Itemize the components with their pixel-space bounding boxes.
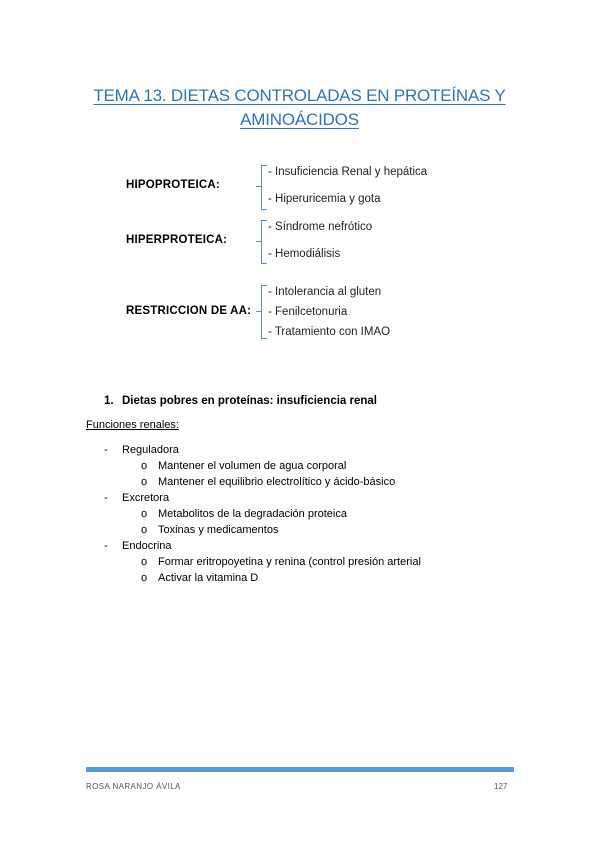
page-number: 127 — [494, 782, 508, 791]
list-item: - Reguladora — [104, 444, 179, 456]
section-number: 1. — [104, 395, 114, 407]
category-label-restriccion-aa: RESTRICCION DE AA: — [126, 305, 252, 317]
section-heading — [104, 395, 377, 407]
list-subitem: o Activar la vitamina D — [141, 572, 259, 584]
brace-hipoproteica — [261, 165, 268, 210]
list-item: - Endocrina — [104, 540, 172, 552]
brace-restriccion-aa — [261, 285, 268, 339]
funciones-heading: Funciones renales: — [86, 419, 179, 431]
diagram-item: - Hemodiálisis — [268, 248, 341, 260]
footer-author: ROSA NARANJO ÁVILA — [86, 782, 181, 791]
diagram-item: - Hiperuricemia y gota — [268, 193, 381, 205]
list-subitem: o Formar eritropoyetina y renina (control presión arterial — [141, 556, 421, 568]
footer-divider — [86, 767, 514, 772]
list-subitem: o Mantener el equilibrio electrolítico y ácido-básico — [141, 476, 396, 488]
list-subitem: o Toxinas y medicamentos — [141, 524, 279, 536]
section-title: Dietas pobres en proteínas: insuficiencia renal — [122, 395, 377, 407]
title-line-2: AMINOÁCIDOS — [240, 110, 359, 129]
category-label-hiperproteica: HIPERPROTEICA: — [126, 234, 228, 246]
list-subitem: o Mantener el volumen de agua corporal — [141, 460, 347, 472]
list-subitem: o Metabolitos de la degradación proteica — [141, 508, 347, 520]
diagram-item: - Insuficiencia Renal y hepática — [268, 166, 428, 178]
brace-hiperproteica — [261, 220, 268, 264]
category-label-hipoproteica: HIPOPROTEICA: — [126, 179, 220, 191]
diagram-item: - Intolerancia al gluten — [268, 286, 382, 298]
diagram-item: - Síndrome nefrótico — [268, 221, 373, 233]
diagram-item: - Tratamiento con IMAO — [268, 326, 391, 338]
diagram-item: - Fenilcetonuria — [268, 306, 348, 318]
title-line-1: TEMA 13. DIETAS CONTROLADAS EN PROTEÍNAS Y — [93, 86, 506, 105]
list-item: - Excretora — [104, 492, 170, 504]
